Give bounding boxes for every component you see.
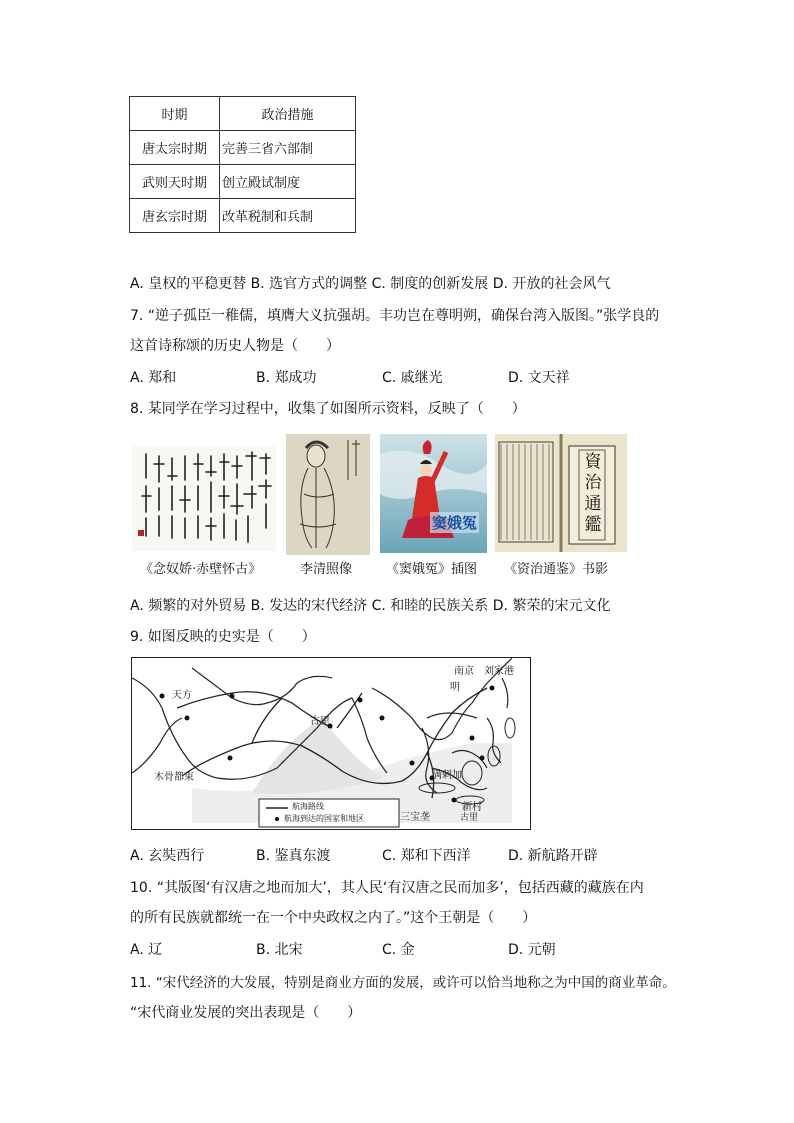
table-cell: 唐玄宗时期 [130,199,220,233]
q10-stem-line1: 10. “其版图‘有汉唐之地而加大’，其人民‘有汉唐之民而加多’，包括西藏的藏族在内 [130,880,644,896]
table-header-cell: 时期 [130,97,220,131]
table-cell: 唐太宗时期 [130,131,220,165]
dou-e-poster-image [380,434,487,553]
q11-stem-line2: “宋代商业发展的突出表现是（ ） [130,1005,362,1021]
q8-options: A. 频繁的对外贸易 B. 发达的宋代经济 C. 和睦的民族关系 D. 繁荣的宋元文化 [130,598,611,614]
book-title-char: 通 [584,494,602,514]
table-header-row [130,97,356,131]
q10-option-a: A. 辽 [130,942,163,958]
table-row [130,131,356,165]
q9-stem: 9. 如图反映的史实是（ ） [130,629,316,645]
q8-stem: 8. 某同学在学习过程中，收集了如图所示资料，反映了（ ） [130,401,526,417]
q9-option-a: A. 玄奘西行 [130,848,205,864]
table-header-cell: 政治措施 [220,97,356,131]
q7-option-a: A. 郑和 [130,370,177,386]
q7-option-d: D. 文天祥 [508,370,570,386]
caption-calligraphy: 《念奴娇·赤壁怀古》 [140,562,262,577]
map-label-guli: 古里 [310,716,330,727]
legend-reached: 航海到达的国家和地区 [284,814,364,823]
caption-poster: 《窦娥冤》插图 [386,562,478,577]
map-label-liujiagang: 刘家港 [484,666,514,677]
table-cell: 创立殿试制度 [220,165,356,199]
q9-option-d: D. 新航路开辟 [508,848,598,864]
book-image [495,434,627,552]
table-cell: 武则天时期 [130,165,220,199]
calligraphy-image [132,446,276,551]
caption-book: 《资治通鉴》书影 [504,562,609,577]
map-label-ming: 明 [450,682,460,693]
measures-table [129,96,356,233]
q7-option-c: C. 戚继光 [382,370,443,386]
map-label-mugudushu: 木骨都束 [154,772,194,783]
poster-title: 窦娥冤 [432,514,478,532]
q7-stem-line2: 这首诗称颂的历史人物是（ ） [130,338,340,354]
map-label-tianfang: 天方 [172,690,192,701]
map-label-guling: 古里 [460,813,479,823]
q11-stem-line1: 11. “宋代经济的大发展，特别是商业方面的发展，或许可以恰当地称之为中国的商业革命。 [130,975,676,991]
table-cell: 完善三省六部制 [220,131,356,165]
caption-portrait: 李清照像 [300,562,353,577]
legend-route: 航海路线 [292,802,324,811]
q7-option-b: B. 郑成功 [256,370,317,386]
q7-stem-line1: 7. “逆子孤臣一稚儒，填膺大义抗强胡。丰功岂在尊明朔，确保台湾入版图。”张学良的 [130,308,660,324]
map-label-sanbaolong: 三宝垄 [400,812,430,823]
book-title-char: 鑑 [584,515,602,535]
book-title-char: 資 [584,452,602,472]
map-label-nanjing: 南京 [454,666,474,677]
q10-option-b: B. 北宋 [256,942,303,958]
voyage-map [131,657,531,830]
q10-option-c: C. 金 [382,942,415,958]
portrait-image [286,434,370,555]
table-row [130,199,356,233]
table-cell: 改革税制和兵制 [220,199,356,233]
book-title-char: 治 [584,473,602,493]
q10-stem-line2: 的所有民族就都统一在一个中央政权之内了。”这个王朝是（ ） [130,910,537,926]
q10-option-d: D. 元朝 [508,942,556,958]
q9-option-b: B. 鉴真东渡 [256,848,331,864]
table-row [130,165,356,199]
map-label-xincun: 新村 [462,802,482,813]
q6-options: A. 皇权的平稳更替 B. 选官方式的调整 C. 制度的创新发展 D. 开放的社会风气 [130,276,611,292]
map-label-manlajia: 满剌加 [432,770,462,781]
book-title [583,452,603,536]
q9-option-c: C. 郑和下西洋 [382,848,471,864]
